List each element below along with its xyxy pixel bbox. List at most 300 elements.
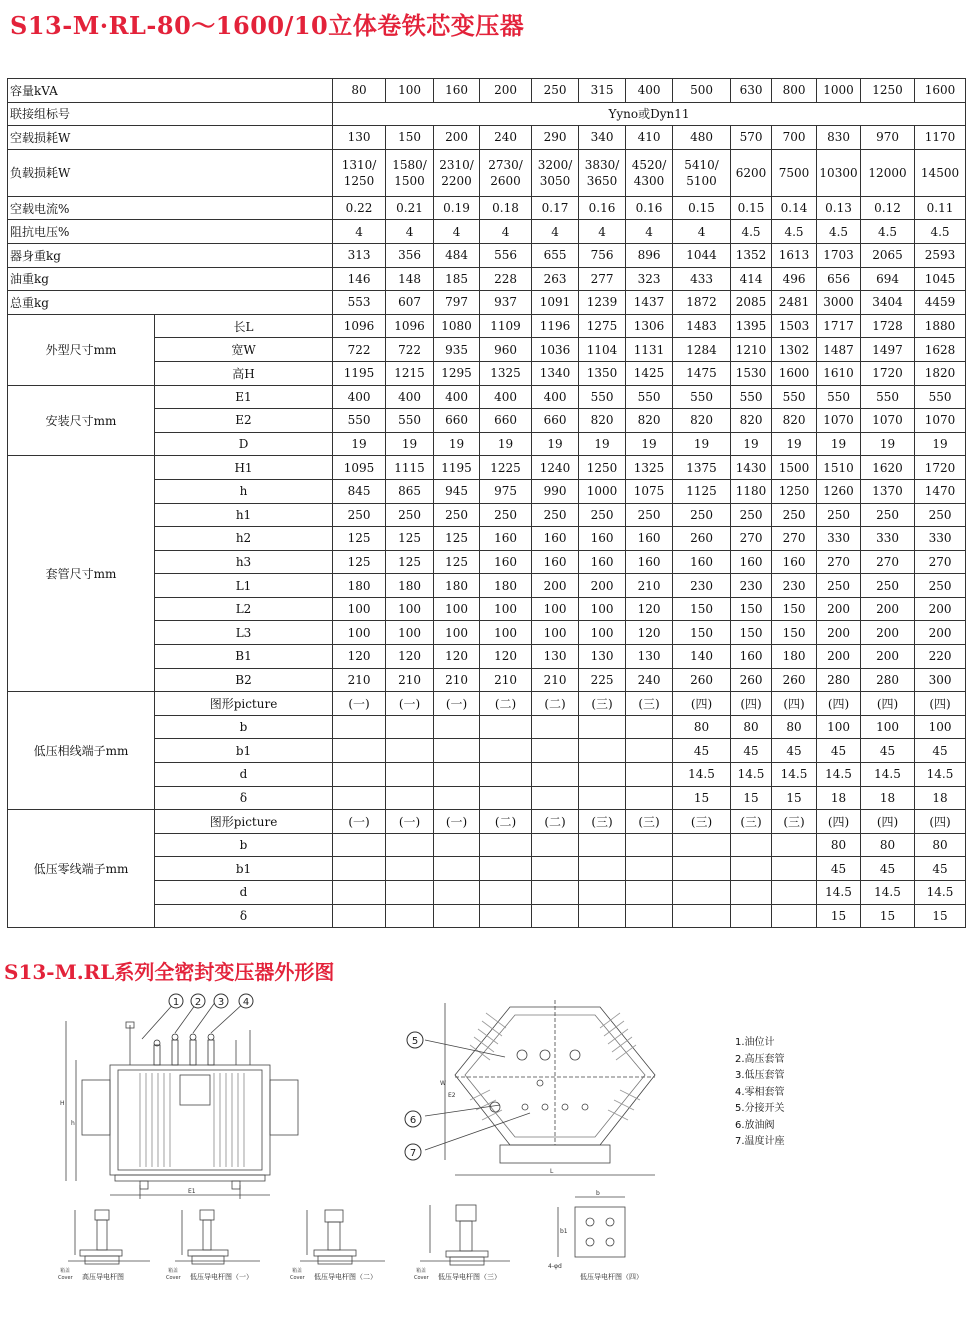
sub-label: δ: [155, 904, 333, 928]
value-cell: 14.5: [731, 763, 772, 787]
table-row: [8, 314, 966, 338]
legend-item: 7.温度计座: [735, 1136, 785, 1147]
value-cell: 1250: [579, 456, 626, 480]
table-row: [8, 220, 966, 244]
cover-cn-3: 箱盖: [292, 1268, 303, 1274]
value-cell: 330: [861, 527, 915, 551]
value-cell: (二): [480, 692, 532, 716]
value-cell: 4: [673, 220, 731, 244]
value-cell: 556: [480, 243, 532, 267]
value-cell: 660: [480, 409, 532, 433]
value-cell: [673, 881, 731, 905]
value-cell: (二): [532, 810, 579, 834]
value-cell: 1375: [673, 456, 731, 480]
value-cell: 4: [626, 220, 673, 244]
value-cell: 722: [386, 338, 434, 362]
value-cell: (四): [861, 692, 915, 716]
value-cell: (四): [772, 692, 817, 716]
caption-lv-rod-4: 低压导电杆图（四）: [580, 1273, 643, 1281]
sub-label: b1: [155, 857, 333, 881]
value-cell: [772, 881, 817, 905]
value-cell: 100: [480, 621, 532, 645]
value-cell: 1425: [626, 361, 673, 385]
dim-w-label: W: [440, 1080, 446, 1087]
sub-label: 长L: [155, 314, 333, 338]
value-cell: 1096: [386, 314, 434, 338]
value-cell: 1352: [731, 243, 772, 267]
value-cell: (三): [579, 692, 626, 716]
value-cell: 1325: [626, 456, 673, 480]
row-label: 器身重kg: [8, 243, 333, 267]
value-cell: 120: [386, 645, 434, 669]
value-cell: 125: [434, 550, 480, 574]
value-cell: 19: [333, 432, 386, 456]
value-cell: 14.5: [861, 881, 915, 905]
value-cell: 313: [333, 243, 386, 267]
value-cell: 160: [731, 645, 772, 669]
value-cell: 1070: [861, 409, 915, 433]
value-cell: 150: [673, 621, 731, 645]
value-cell: 1720: [915, 456, 966, 480]
value-cell: 0.15: [731, 196, 772, 220]
value-cell: (四): [731, 692, 772, 716]
value-cell: 1115: [386, 456, 434, 480]
value-cell: 45: [915, 857, 966, 881]
value-cell: 1470: [915, 479, 966, 503]
spec-table: [7, 78, 966, 928]
callout-5-label: 5: [411, 1036, 419, 1047]
value-cell: 260: [772, 668, 817, 692]
value-cell: 1306: [626, 314, 673, 338]
value-cell: 19: [626, 432, 673, 456]
value-cell: 970: [861, 126, 915, 150]
value-cell: [731, 881, 772, 905]
value-cell: [772, 833, 817, 857]
value-cell: [333, 904, 386, 928]
value-cell: [480, 857, 532, 881]
value-cell: 1180: [731, 479, 772, 503]
value-cell: 300: [915, 668, 966, 692]
value-cell: [532, 833, 579, 857]
value-cell: 550: [333, 409, 386, 433]
sub-label: h2: [155, 527, 333, 551]
value-cell: 1044: [673, 243, 731, 267]
value-cell: 290: [532, 126, 579, 150]
value-cell: [772, 904, 817, 928]
callout-6-label: 6: [409, 1115, 417, 1126]
value-cell: 15: [772, 786, 817, 810]
value-cell: 250: [861, 574, 915, 598]
value-cell: 120: [626, 597, 673, 621]
value-cell: 200: [817, 645, 861, 669]
value-cell: 250: [915, 574, 966, 598]
value-cell: 280: [817, 668, 861, 692]
value-cell: 125: [333, 527, 386, 551]
value-cell: 230: [731, 574, 772, 598]
value-cell: 1250: [772, 479, 817, 503]
value-cell: (三): [772, 810, 817, 834]
value-cell: [386, 786, 434, 810]
value-cell: [480, 763, 532, 787]
value-cell: [673, 833, 731, 857]
value-cell: [386, 904, 434, 928]
value-cell: 1170: [915, 126, 966, 150]
value-cell: 200: [915, 621, 966, 645]
value-cell: 1075: [626, 479, 673, 503]
value-cell: [731, 904, 772, 928]
value-cell: 410: [626, 126, 673, 150]
value-cell: 250: [915, 503, 966, 527]
value-cell: 125: [434, 527, 480, 551]
sub-label: d: [155, 881, 333, 905]
value-cell: 180: [772, 645, 817, 669]
value-cell: 200: [817, 597, 861, 621]
value-cell: 14.5: [817, 881, 861, 905]
value-cell: 19: [386, 432, 434, 456]
value-cell: 4.5: [817, 220, 861, 244]
value-cell: 820: [579, 409, 626, 433]
value-cell: 250: [532, 79, 579, 103]
value-cell: 4: [434, 220, 480, 244]
value-cell: 200: [817, 621, 861, 645]
value-cell: 484: [434, 243, 480, 267]
value-cell: 210: [333, 668, 386, 692]
value-cell: 356: [386, 243, 434, 267]
value-cell: [626, 881, 673, 905]
value-cell: 14.5: [673, 763, 731, 787]
value-cell: 1628: [915, 338, 966, 362]
value-cell: 200: [915, 597, 966, 621]
value-cell: 1487: [817, 338, 861, 362]
value-cell: 1104: [579, 338, 626, 362]
sub-label: 图形picture: [155, 692, 333, 716]
value-cell: 330: [915, 527, 966, 551]
value-cell: 14.5: [817, 763, 861, 787]
value-cell: 975: [480, 479, 532, 503]
value-cell: 100: [532, 597, 579, 621]
value-cell: 1717: [817, 314, 861, 338]
value-cell: 148: [386, 267, 434, 291]
value-cell: 45: [772, 739, 817, 763]
value-cell: 340: [579, 126, 626, 150]
value-cell: 500: [673, 79, 731, 103]
value-cell: 550: [673, 385, 731, 409]
value-cell: (三): [731, 810, 772, 834]
value-cell: 0.16: [579, 196, 626, 220]
value-cell: 0.13: [817, 196, 861, 220]
value-cell: 19: [532, 432, 579, 456]
value-cell: (二): [532, 692, 579, 716]
value-cell: (三): [626, 810, 673, 834]
value-cell: 1096: [333, 314, 386, 338]
value-cell: 180: [333, 574, 386, 598]
value-cell: 100: [386, 621, 434, 645]
value-cell: 210: [434, 668, 480, 692]
legend-item: 1.油位计: [735, 1037, 775, 1048]
value-cell: [434, 881, 480, 905]
group-label: 外型尺寸mm: [8, 314, 155, 385]
value-cell: 100: [817, 715, 861, 739]
value-cell: 1820: [915, 361, 966, 385]
value-cell: 80: [817, 833, 861, 857]
value-cell: 5410/ 5100: [673, 149, 731, 196]
value-cell: 800: [772, 79, 817, 103]
value-cell: 15: [861, 904, 915, 928]
value-cell: 1260: [817, 479, 861, 503]
value-cell: 18: [915, 786, 966, 810]
sub-label: L3: [155, 621, 333, 645]
value-cell: [480, 786, 532, 810]
sub-label: h1: [155, 503, 333, 527]
value-cell: 0.16: [626, 196, 673, 220]
value-cell: 4: [480, 220, 532, 244]
table-row: [8, 149, 966, 196]
value-cell: 0.18: [480, 196, 532, 220]
value-cell: 250: [772, 503, 817, 527]
value-cell: 250: [861, 503, 915, 527]
value-cell: 660: [434, 409, 480, 433]
value-cell: 160: [731, 550, 772, 574]
value-cell: (四): [915, 692, 966, 716]
value-cell: (四): [861, 810, 915, 834]
value-cell: (四): [817, 810, 861, 834]
value-cell: 19: [817, 432, 861, 456]
value-cell: 250: [386, 503, 434, 527]
value-cell: 4.5: [772, 220, 817, 244]
table-row: [8, 291, 966, 315]
value-cell: 0.19: [434, 196, 480, 220]
value-cell: 1880: [915, 314, 966, 338]
value-cell: 210: [532, 668, 579, 692]
value-cell: 1610: [817, 361, 861, 385]
value-cell: 19: [915, 432, 966, 456]
cover-en-3: Cover: [290, 1275, 305, 1281]
value-cell: 250: [817, 574, 861, 598]
value-cell: 1620: [861, 456, 915, 480]
row-label: 油重kg: [8, 267, 333, 291]
value-cell: 140: [673, 645, 731, 669]
value-cell: 250: [579, 503, 626, 527]
value-cell: 2085: [731, 291, 772, 315]
value-cell: 1395: [731, 314, 772, 338]
value-cell: 1196: [532, 314, 579, 338]
value-cell: 80: [731, 715, 772, 739]
value-cell: 1437: [626, 291, 673, 315]
value-cell: [480, 881, 532, 905]
value-cell: 945: [434, 479, 480, 503]
table-row: [8, 456, 966, 480]
group-label: 安装尺寸mm: [8, 385, 155, 456]
value-cell: 250: [480, 503, 532, 527]
callout-7-label: 7: [409, 1148, 417, 1159]
value-cell: 2593: [915, 243, 966, 267]
value-cell: (三): [673, 810, 731, 834]
value-cell: 185: [434, 267, 480, 291]
sub-label: B2: [155, 668, 333, 692]
value-cell: 14.5: [861, 763, 915, 787]
value-cell: 756: [579, 243, 626, 267]
value-cell: 160: [579, 527, 626, 551]
value-cell: 120: [333, 645, 386, 669]
value-cell: 1302: [772, 338, 817, 362]
value-cell: 14.5: [915, 763, 966, 787]
value-cell: 4: [386, 220, 434, 244]
sub-label: b: [155, 833, 333, 857]
value-cell: [333, 739, 386, 763]
value-cell: 220: [915, 645, 966, 669]
value-cell: 100: [434, 621, 480, 645]
caption-hv-rod: 高压导电杆图: [82, 1273, 124, 1281]
value-cell: 19: [772, 432, 817, 456]
value-cell: 260: [673, 668, 731, 692]
value-cell: 130: [333, 126, 386, 150]
table-row: [8, 243, 966, 267]
value-cell: 1070: [915, 409, 966, 433]
value-cell: (三): [579, 810, 626, 834]
value-cell: 1225: [480, 456, 532, 480]
callout-4-label: 4: [242, 997, 250, 1008]
value-cell: (一): [333, 810, 386, 834]
value-cell: [333, 833, 386, 857]
value-cell: 100: [333, 597, 386, 621]
value-cell: [673, 904, 731, 928]
value-cell: 694: [861, 267, 915, 291]
value-cell: [626, 763, 673, 787]
value-cell: 45: [673, 739, 731, 763]
value-cell: 820: [673, 409, 731, 433]
value-cell: 660: [532, 409, 579, 433]
value-cell: [480, 715, 532, 739]
value-cell: 270: [861, 550, 915, 574]
value-cell: 150: [772, 597, 817, 621]
table-row: [8, 126, 966, 150]
value-cell: 1109: [480, 314, 532, 338]
value-cell: [386, 881, 434, 905]
value-cell: 270: [915, 550, 966, 574]
value-cell: 315: [579, 79, 626, 103]
value-cell: 550: [817, 385, 861, 409]
value-cell: 100: [532, 621, 579, 645]
value-cell: 323: [626, 267, 673, 291]
value-cell: 100: [861, 715, 915, 739]
value-cell: 1195: [333, 361, 386, 385]
value-cell: 7500: [772, 149, 817, 196]
value-cell: 400: [333, 385, 386, 409]
value-cell: 100: [480, 597, 532, 621]
value-cell: 80: [673, 715, 731, 739]
value-cell: (一): [434, 692, 480, 716]
value-cell: [333, 715, 386, 739]
value-cell: Yyno或Dyn11: [333, 102, 966, 126]
value-cell: 1000: [579, 479, 626, 503]
value-cell: 550: [626, 385, 673, 409]
value-cell: 210: [386, 668, 434, 692]
row-label: 容量kVA: [8, 79, 333, 103]
value-cell: 960: [480, 338, 532, 362]
value-cell: 1580/ 1500: [386, 149, 434, 196]
value-cell: [532, 857, 579, 881]
value-cell: [480, 833, 532, 857]
value-cell: 160: [532, 527, 579, 551]
value-cell: 1080: [434, 314, 480, 338]
value-cell: [772, 857, 817, 881]
value-cell: 3200/ 3050: [532, 149, 579, 196]
value-cell: 160: [532, 550, 579, 574]
sub-label: b1: [155, 739, 333, 763]
value-cell: 263: [532, 267, 579, 291]
value-cell: 1600: [915, 79, 966, 103]
value-cell: [386, 715, 434, 739]
value-cell: [480, 739, 532, 763]
value-cell: 80: [772, 715, 817, 739]
value-cell: 150: [386, 126, 434, 150]
value-cell: 1497: [861, 338, 915, 362]
value-cell: 260: [673, 527, 731, 551]
value-cell: 200: [480, 79, 532, 103]
value-cell: [386, 739, 434, 763]
value-cell: 1125: [673, 479, 731, 503]
value-cell: 200: [579, 574, 626, 598]
value-cell: 4.5: [861, 220, 915, 244]
group-label: 低压相线端子mm: [8, 692, 155, 810]
value-cell: 820: [626, 409, 673, 433]
value-cell: [333, 786, 386, 810]
value-cell: 0.11: [915, 196, 966, 220]
value-cell: 1195: [434, 456, 480, 480]
value-cell: 330: [817, 527, 861, 551]
value-cell: 896: [626, 243, 673, 267]
value-cell: 1720: [861, 361, 915, 385]
value-cell: 120: [626, 621, 673, 645]
value-cell: 630: [731, 79, 772, 103]
value-cell: [579, 786, 626, 810]
value-cell: 553: [333, 291, 386, 315]
value-cell: 414: [731, 267, 772, 291]
row-label: 阻抗电压%: [8, 220, 333, 244]
value-cell: 250: [817, 503, 861, 527]
value-cell: [626, 857, 673, 881]
group-label: 套管尺寸mm: [8, 456, 155, 692]
value-cell: 797: [434, 291, 480, 315]
value-cell: [532, 739, 579, 763]
value-cell: 125: [386, 550, 434, 574]
value-cell: 130: [626, 645, 673, 669]
table-row: [8, 692, 966, 716]
value-cell: 1000: [817, 79, 861, 103]
value-cell: 1503: [772, 314, 817, 338]
value-cell: [626, 904, 673, 928]
value-cell: 125: [386, 527, 434, 551]
callout-3-label: 3: [217, 997, 225, 1008]
value-cell: [532, 715, 579, 739]
value-cell: 6200: [731, 149, 772, 196]
dim-h-label: H: [60, 1100, 65, 1107]
value-cell: 280: [861, 668, 915, 692]
value-cell: 120: [434, 645, 480, 669]
value-cell: 180: [480, 574, 532, 598]
value-cell: 80: [333, 79, 386, 103]
value-cell: 200: [532, 574, 579, 598]
value-cell: 550: [861, 385, 915, 409]
value-cell: 0.17: [532, 196, 579, 220]
value-cell: [386, 857, 434, 881]
value-cell: 125: [333, 550, 386, 574]
value-cell: (一): [333, 692, 386, 716]
value-cell: 550: [772, 385, 817, 409]
value-cell: [532, 904, 579, 928]
value-cell: 100: [915, 715, 966, 739]
value-cell: 1036: [532, 338, 579, 362]
